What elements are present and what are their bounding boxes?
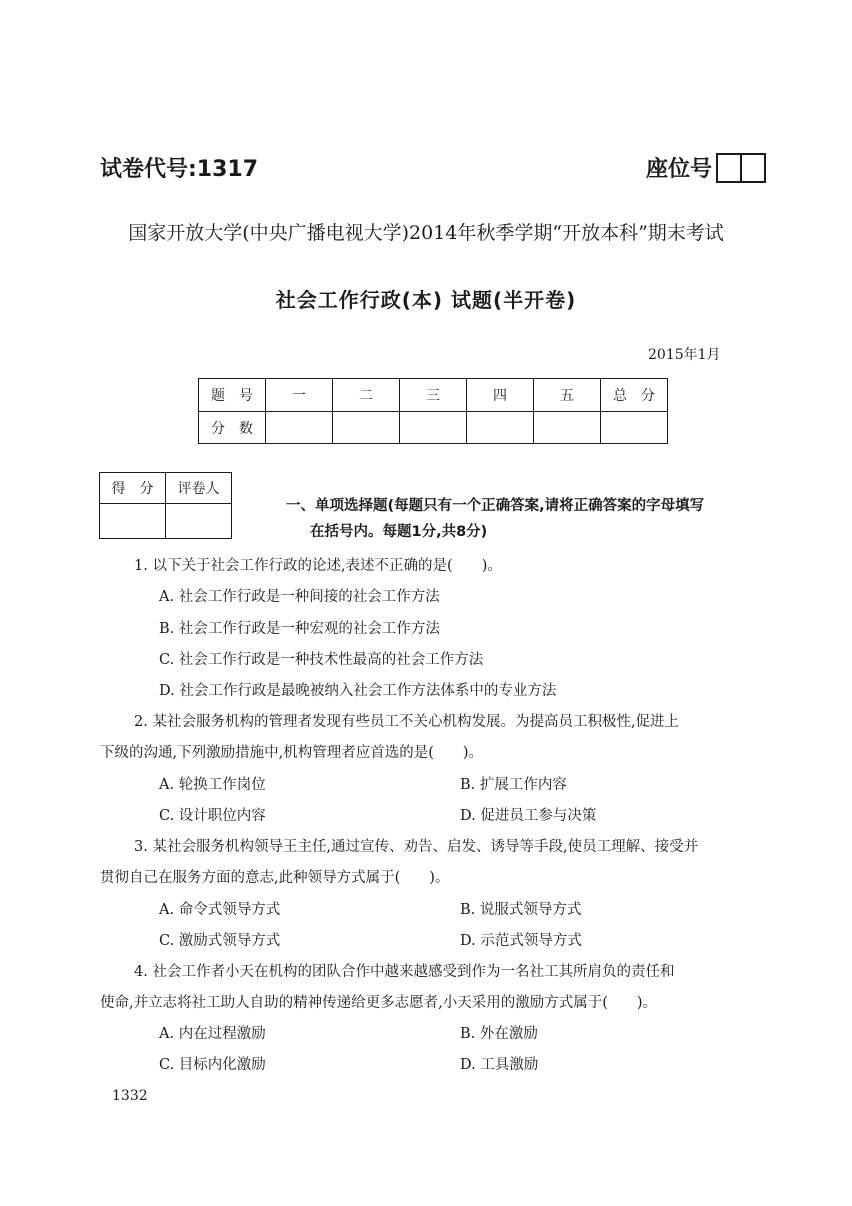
- score-table-cell[interactable]: [400, 412, 467, 444]
- score-table-cell[interactable]: [467, 412, 534, 444]
- question-3-option-c: C. 激励式领导方式: [159, 933, 281, 949]
- question-1-option-a: A. 社会工作行政是一种间接的社会工作方法: [159, 589, 440, 605]
- question-3-option-d: D. 示范式领导方式: [460, 933, 582, 949]
- question-4-option-c: C. 目标内化激励: [159, 1057, 266, 1073]
- score-table-cell: 二: [333, 379, 400, 412]
- question-2-option-a: A. 轮换工作岗位: [159, 777, 266, 793]
- question-3-stem-line-2: 贯彻自己在服务方面的意志,此种领导方式属于( )。: [100, 870, 450, 886]
- score-table: [198, 378, 668, 444]
- score-table-cell: 四: [467, 379, 534, 412]
- question-3-option-a: A. 命令式领导方式: [159, 902, 281, 918]
- score-table-cell[interactable]: [266, 412, 333, 444]
- score-table-cell[interactable]: [601, 412, 668, 444]
- question-1-option-b: B. 社会工作行政是一种宏观的社会工作方法: [159, 621, 440, 637]
- grader-score-header: 得 分: [100, 473, 166, 504]
- score-table-cell[interactable]: [333, 412, 400, 444]
- grader-name-header: 评卷人: [166, 473, 232, 504]
- grader-table: [99, 472, 232, 539]
- score-table-cell: 五: [534, 379, 601, 412]
- subject-title: 社会工作行政(本) 试题(半开卷): [275, 288, 577, 312]
- score-table-cell[interactable]: [534, 412, 601, 444]
- seat-label: 座位号: [646, 157, 713, 182]
- score-table-score-row: [199, 412, 668, 444]
- score-table-cell: 分 数: [199, 412, 266, 444]
- question-2-option-b: B. 扩展工作内容: [460, 777, 567, 793]
- question-4-option-d: D. 工具激励: [460, 1057, 539, 1073]
- score-table-header-row: [199, 379, 668, 412]
- seat-number-boxes[interactable]: [716, 153, 766, 183]
- section-heading-line: 一、单项选择题(每题只有一个正确答案,请将正确答案的字母填写: [286, 498, 705, 514]
- seat-number: [646, 152, 766, 183]
- grader-name-cell[interactable]: [166, 504, 232, 539]
- question-4-option-a: A. 内在过程激励: [159, 1026, 266, 1042]
- section-heading: [286, 493, 704, 545]
- question-2-option-d: D. 促进员工参与决策: [460, 808, 597, 824]
- question-4-stem-line-2: 使命,并立志将社工助人自助的精神传递给更多志愿者,小天采用的激励方式属于( )。: [100, 995, 658, 1011]
- score-table-cell: 总 分: [601, 379, 668, 412]
- grader-score-cell[interactable]: [100, 504, 166, 539]
- question-2-option-c: C. 设计职位内容: [159, 808, 266, 824]
- section-heading-line: 在括号内。每题1分,共8分): [310, 524, 488, 540]
- paper-code: 试卷代号:1317: [100, 157, 259, 182]
- question-1-stem: 1. 以下关于社会工作行政的论述,表述不正确的是( )。: [134, 558, 502, 574]
- question-1-option-d: D. 社会工作行政是最晚被纳入社会工作方法体系中的专业方法: [159, 683, 557, 699]
- score-table-cell: 三: [400, 379, 467, 412]
- question-2-stem-line-2: 下级的沟通,下列激励措施中,机构管理者应首选的是( )。: [100, 745, 484, 761]
- question-2-stem-line-1: 2. 某社会服务机构的管理者发现有些员工不关心机构发展。为提高员工积极性,促进上: [134, 714, 680, 730]
- exam-date: 2015年1月: [648, 347, 721, 363]
- score-table-cell: 题 号: [199, 379, 266, 412]
- question-3-stem-line-1: 3. 某社会服务机构领导王主任,通过宣传、劝告、启发、诱导等手段,使员工理解、接受并: [134, 839, 699, 855]
- exam-title: 国家开放大学(中央广播电视大学)2014年秋季学期“开放本科”期末考试: [128, 222, 724, 244]
- question-3-option-b: B. 说服式领导方式: [460, 902, 582, 918]
- page-number: 1332: [112, 1088, 148, 1104]
- question-4-stem-line-1: 4. 社会工作者小天在机构的团队合作中越来越感受到作为一名社工其所肩负的责任和: [134, 964, 675, 980]
- question-4-option-b: B. 外在激励: [460, 1026, 538, 1042]
- question-1-option-c: C. 社会工作行政是一种技术性最高的社会工作方法: [159, 652, 484, 668]
- score-table-cell: 一: [266, 379, 333, 412]
